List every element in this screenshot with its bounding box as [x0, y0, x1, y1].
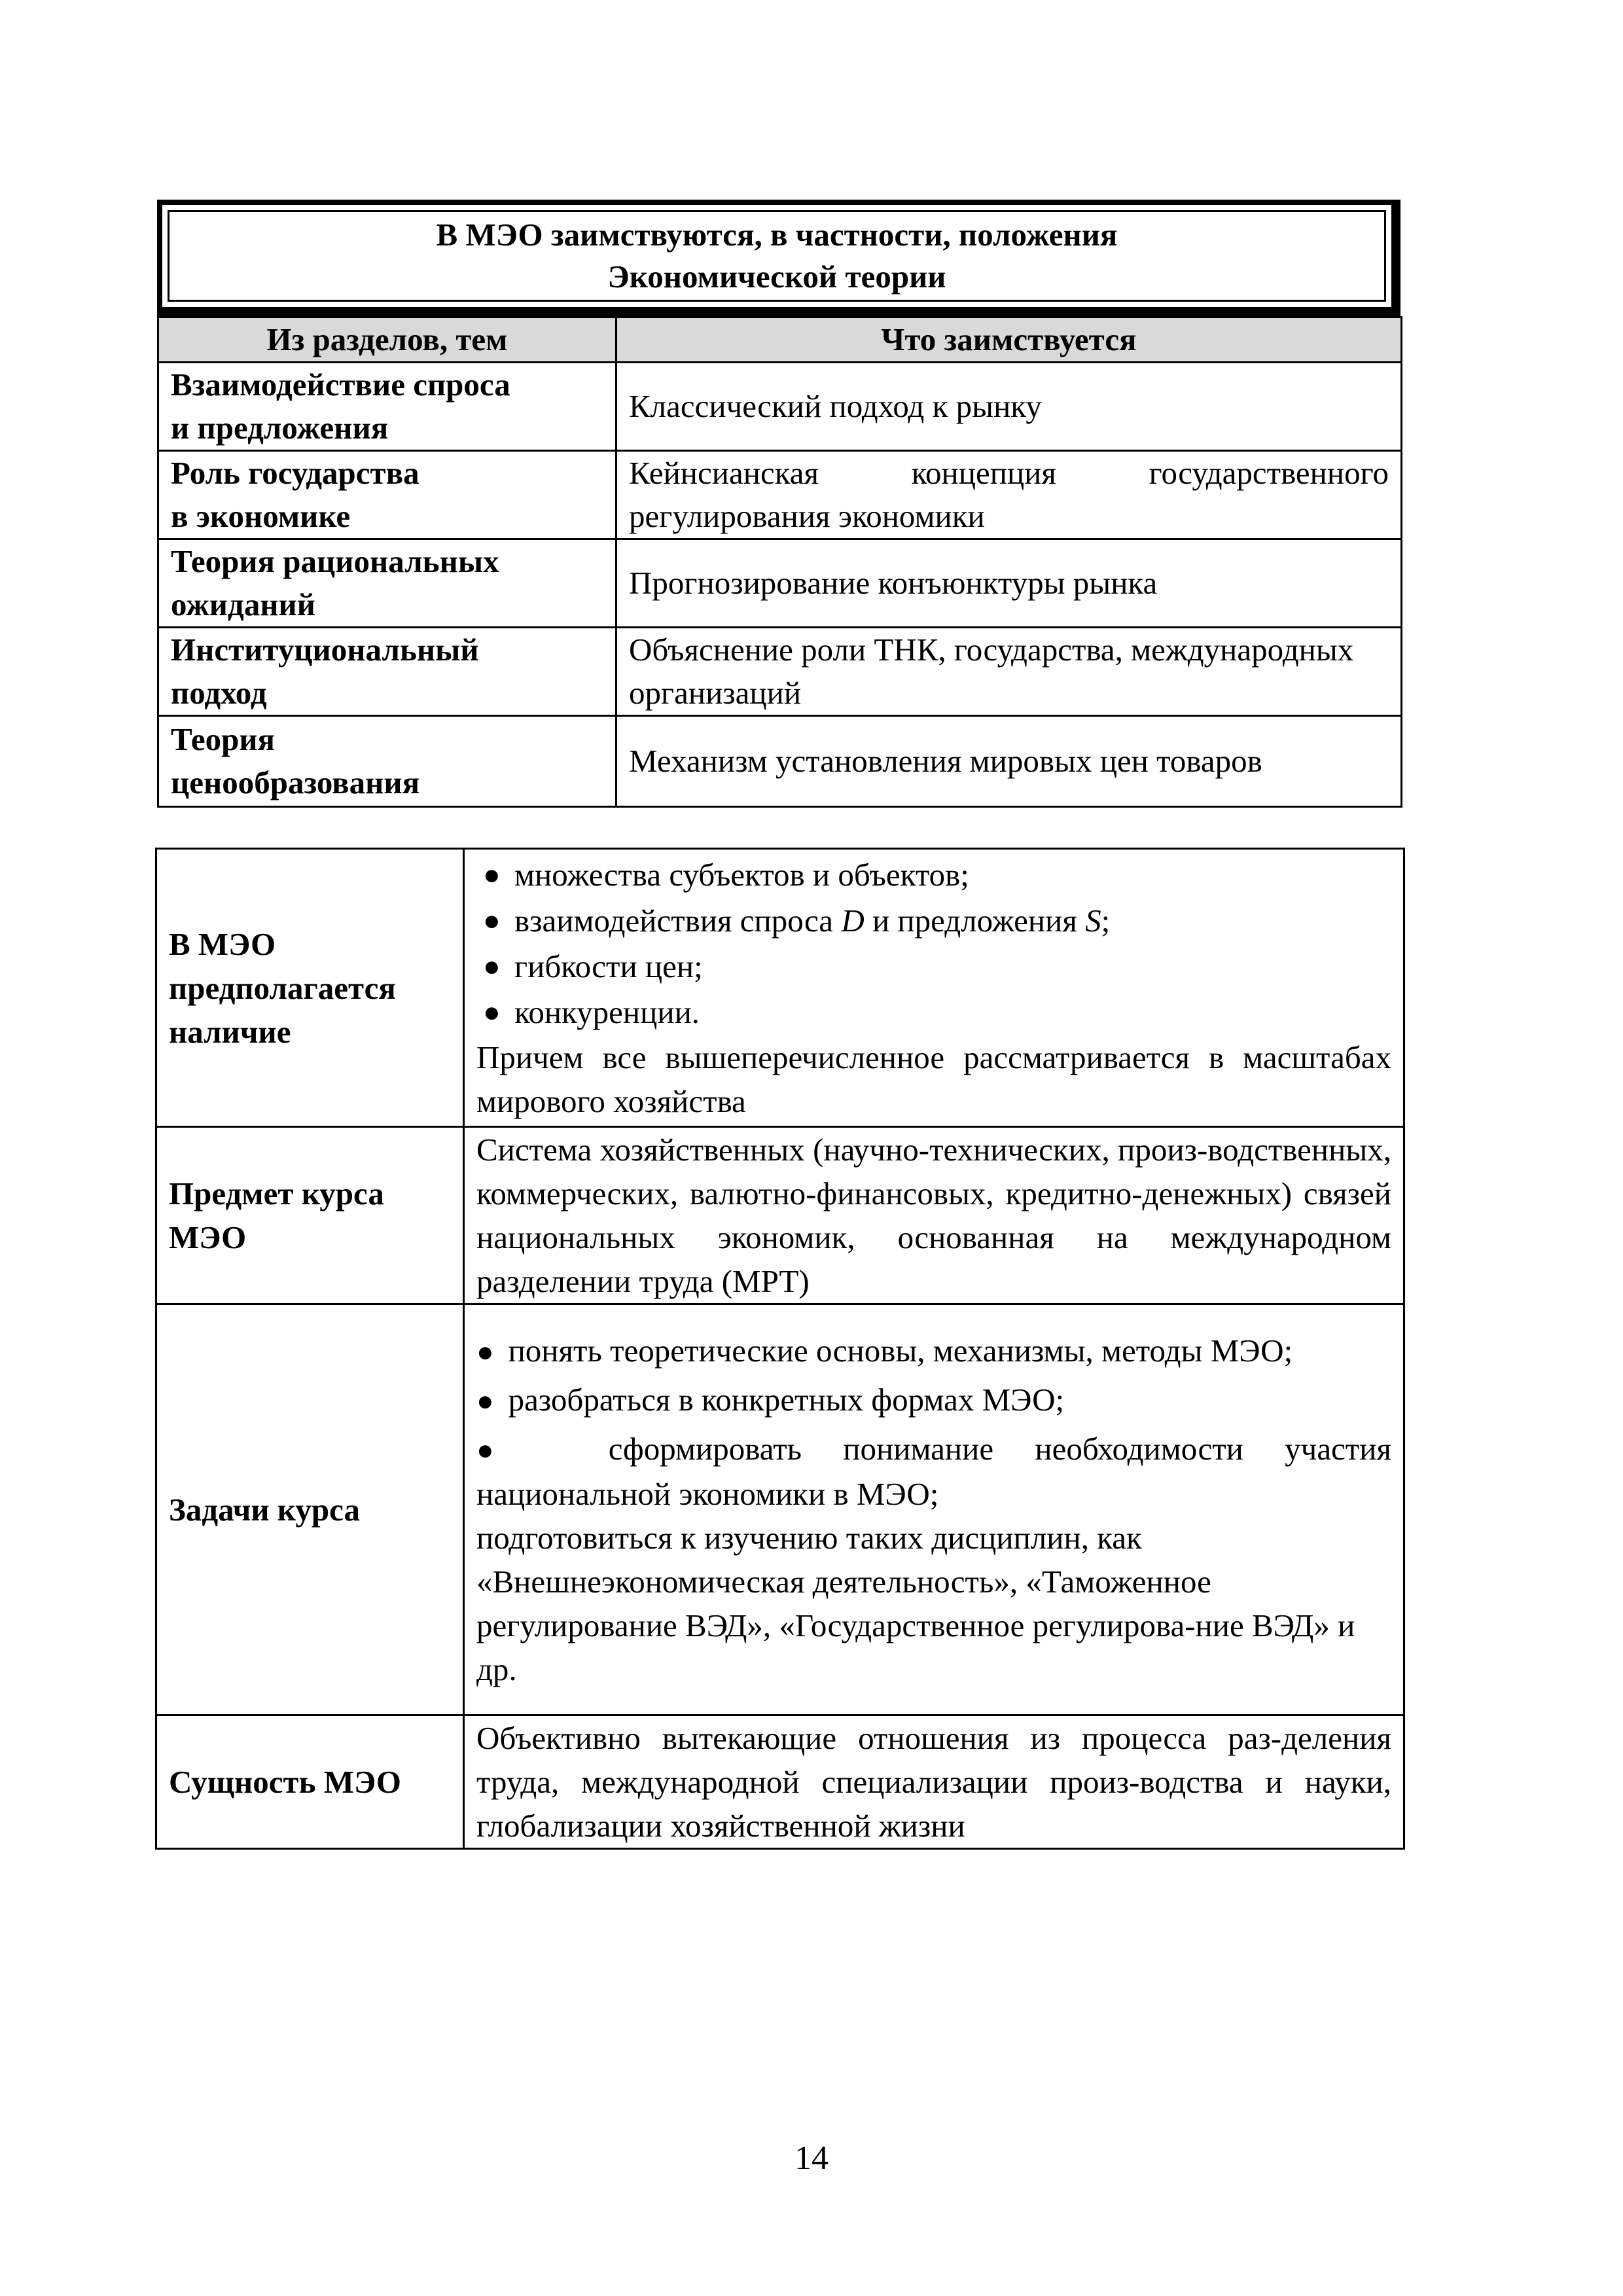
- bullet-list: [476, 852, 1391, 1035]
- table-title-box: [157, 200, 1400, 316]
- list-item: [476, 1378, 1391, 1423]
- list-item: [476, 944, 1391, 990]
- topic-cell: [158, 451, 616, 539]
- borrowed-cell: Механизм установления мировых цен товаров: [616, 716, 1402, 807]
- note-text: Причем все вышеперечисленное рассматривается в масштабах мирового хозяйства: [476, 1039, 1391, 1119]
- topic-cell: [158, 363, 616, 451]
- table-title-line-1: В МЭО заимствуются, в частности, положения: [436, 217, 1118, 253]
- borrowed-cell: Классический подход к рынку: [616, 363, 1402, 451]
- table-title: [168, 210, 1386, 302]
- topic-line: ценообразования: [171, 764, 420, 800]
- table-row: [156, 1715, 1404, 1849]
- topic-line: подход: [171, 675, 267, 711]
- bullet-text: конкуренции.: [514, 994, 700, 1030]
- topic-line: Теория: [171, 721, 276, 757]
- list-item: [476, 898, 1391, 944]
- borrowed-text: Кейнсианская концепция государственного регулирования экономики: [629, 455, 1389, 534]
- topic-line: в экономике: [171, 498, 351, 534]
- column-header-borrowed: Что заимствуется: [616, 317, 1402, 363]
- bullet-icon: ●: [476, 1384, 508, 1417]
- bullet-text: множества субъектов и объектов;: [514, 857, 969, 893]
- row-label: [156, 849, 464, 1127]
- topic-cell: [158, 716, 616, 807]
- table-borrowed-provisions: [157, 200, 1400, 808]
- table-row: [156, 1127, 1404, 1304]
- table-row: [156, 849, 1404, 1127]
- topic-line: Институциональный: [171, 632, 479, 668]
- topic-line: Взаимодействие спроса: [171, 367, 510, 403]
- bullet-text: взаимодействия спроса: [514, 903, 834, 939]
- bullet-icon: ●: [483, 859, 501, 891]
- description-text: Система хозяйственных (научно-технических, произ-водственных, коммерческих, валютно-финансовых, кредитно-денежных) связей национальных экономик, основанная на международном разделении труда (МРТ): [476, 1132, 1391, 1299]
- bullet-text: понять теоретические основы, механизмы, методы МЭО;: [508, 1332, 1293, 1369]
- list-item: [476, 1329, 1391, 1374]
- supply-symbol: S: [1085, 903, 1101, 939]
- list-item: [476, 990, 1391, 1035]
- row-description: [464, 849, 1404, 1127]
- bullet-icon: ●: [483, 950, 501, 982]
- row-label: Задачи курса: [156, 1304, 464, 1715]
- topic-line: ожиданий: [171, 586, 316, 622]
- bullet-text: ;: [1101, 903, 1111, 939]
- label-line: МЭО: [169, 1219, 247, 1255]
- bullet-text: разобраться в конкретных формах МЭО;: [508, 1381, 1065, 1418]
- bullet-list: [476, 1329, 1391, 1516]
- topic-cell: [158, 539, 616, 628]
- borrowed-provisions-grid: [157, 316, 1402, 808]
- row-label: [156, 1127, 464, 1304]
- table-row: [158, 716, 1402, 807]
- borrowed-cell: [616, 451, 1402, 539]
- table-row: [156, 1304, 1404, 1715]
- bullet-text: сформировать понимание необходимости участия национальной экономики в МЭО;: [476, 1430, 1391, 1512]
- table-title-line-2: Экономической теории: [607, 259, 946, 295]
- table-header-row: [158, 317, 1402, 363]
- topic-line: Теория рациональных: [171, 543, 499, 579]
- table-row: [158, 628, 1402, 716]
- bullet-text: гибкости цен;: [514, 948, 703, 984]
- list-item: [476, 1427, 1391, 1516]
- column-header-topics: Из разделов, тем: [158, 317, 616, 363]
- label-line: Предмет курса: [169, 1175, 384, 1211]
- row-description: [464, 1715, 1404, 1849]
- row-label: Сущность МЭО: [156, 1715, 464, 1849]
- topic-line: Роль государства: [171, 455, 419, 491]
- topic-cell: [158, 628, 616, 716]
- table-row: [158, 539, 1402, 628]
- table-row: [158, 363, 1402, 451]
- borrowed-cell: Прогнозирование конъюнктуры рынка: [616, 539, 1402, 628]
- tail-text: подготовиться к изучению таких дисциплин, как «Внешнеэкономическая деятельность», «Таможенное регулирование ВЭД», «Государственное регулирова-ние ВЭД» и др.: [476, 1519, 1355, 1687]
- label-line: В МЭО: [169, 925, 276, 962]
- table-row: [158, 451, 1402, 539]
- list-item: [476, 852, 1391, 898]
- row-description: [464, 1127, 1404, 1304]
- label-line: наличие: [169, 1013, 291, 1050]
- label-line: предполагается: [169, 969, 396, 1006]
- bullet-icon: ●: [476, 1335, 508, 1368]
- row-description: [464, 1304, 1404, 1715]
- demand-symbol: D: [841, 903, 865, 939]
- page-number: 14: [794, 2140, 829, 2177]
- bullet-icon: ●: [476, 1433, 609, 1466]
- course-overview-table: [155, 848, 1405, 1850]
- description-text: Объективно вытекающие отношения из процесса раз-деления труда, международной специализации произ-водства и науки, глобализации хозяйственной жизни: [476, 1720, 1391, 1844]
- topic-line: и предложения: [171, 410, 389, 446]
- bullet-icon: ●: [483, 996, 501, 1028]
- bullet-icon: ●: [483, 905, 501, 937]
- bullet-text: и предложения: [864, 903, 1086, 939]
- borrowed-cell: Объяснение роли ТНК, государства, международных организаций: [616, 628, 1402, 716]
